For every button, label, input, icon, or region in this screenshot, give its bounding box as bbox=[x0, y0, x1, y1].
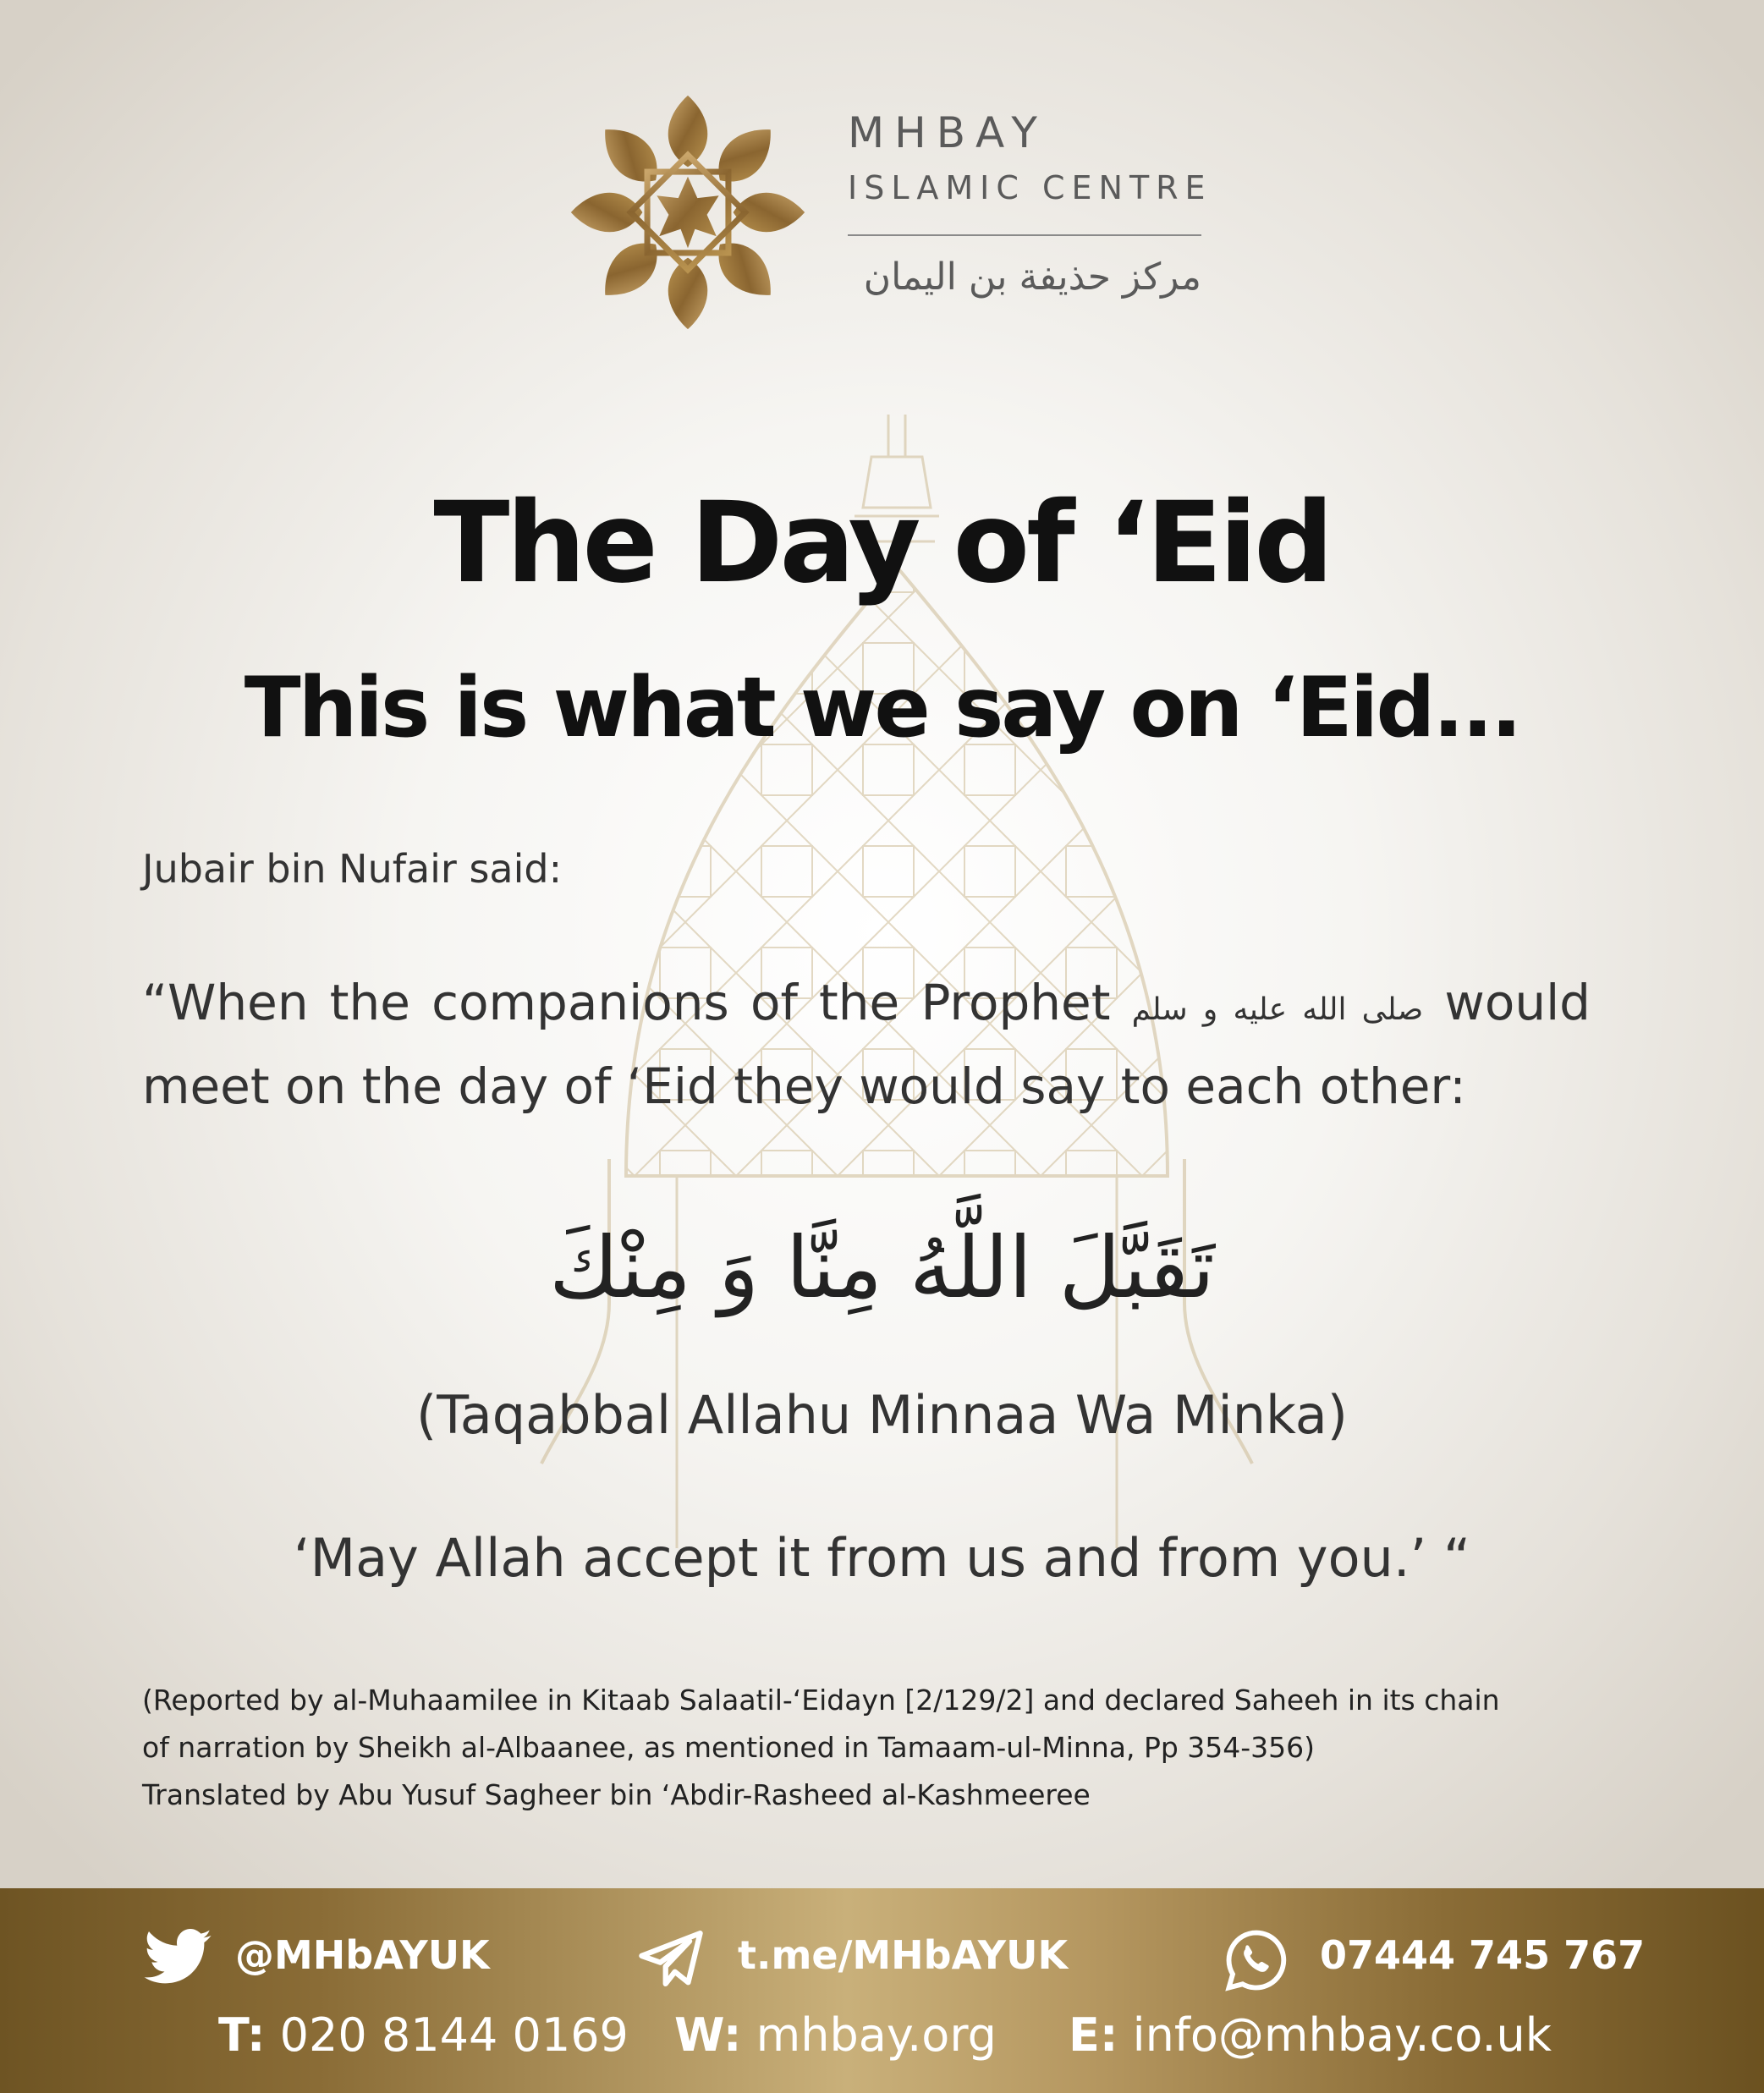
page-subtitle: This is what we say on ‘Eid... bbox=[244, 660, 1520, 756]
brand-subtitle: ISLAMIC CENTRE bbox=[848, 169, 1212, 206]
salawat-text: صلى الله عليه و سلم bbox=[1131, 992, 1424, 1027]
quote-part-2: would meet on the day of ‘Eid they would say to each other: bbox=[142, 974, 1591, 1115]
whatsapp-number[interactable]: 07444 745 767 bbox=[1320, 1932, 1646, 1978]
web-contact[interactable] bbox=[674, 2008, 997, 2062]
twitter-bird-icon[interactable] bbox=[144, 1929, 212, 1985]
brand-divider bbox=[848, 234, 1201, 236]
contact-footer bbox=[0, 1888, 1764, 2093]
page-title: The Day of ‘Eid bbox=[433, 478, 1331, 608]
brand-arabic-name: مركز حذيفة بن اليمان bbox=[863, 255, 1201, 299]
brand-name: MHBAY bbox=[848, 108, 1047, 157]
transliteration: (Taqabbal Allahu Minnaa Wa Minka) bbox=[416, 1384, 1348, 1446]
web-link[interactable]: mhbay.org bbox=[756, 2008, 997, 2062]
phone-number[interactable]: 020 8144 0169 bbox=[279, 2008, 629, 2062]
telegram-link[interactable]: t.me/MHbAYUK bbox=[738, 1932, 1069, 1978]
phone-label: T: bbox=[218, 2008, 266, 2062]
arabic-phrase: تَقَبَّلَ اللَّهُ مِنَّا وَ مِنْكَ bbox=[549, 1218, 1215, 1317]
english-meaning: ‘May Allah accept it from us and from you.’ “ bbox=[293, 1527, 1471, 1589]
hadith-quote bbox=[142, 964, 1591, 1124]
reference-line-2: of narration by Sheikh al-Albaanee, as mentioned in Tamaam-ul-Minna, Pp 354-356) bbox=[142, 1731, 1316, 1764]
phone-contact[interactable] bbox=[218, 2008, 629, 2062]
reference-line-1: (Reported by al-Muhaamilee in Kitaab Salaatil-‘Eidayn [2/129/2] and declared Saheeh in its chain bbox=[142, 1684, 1500, 1717]
email-contact[interactable] bbox=[1069, 2008, 1552, 2062]
email-label: E: bbox=[1069, 2008, 1118, 2062]
twitter-handle[interactable]: @MHbAYUK bbox=[235, 1932, 490, 1978]
whatsapp-icon[interactable] bbox=[1223, 1927, 1289, 1993]
web-label: W: bbox=[674, 2008, 742, 2062]
narrator-intro: Jubair bin Nufair said: bbox=[142, 846, 563, 892]
reference-block bbox=[142, 1677, 1597, 1819]
telegram-plane-icon[interactable] bbox=[639, 1931, 703, 1986]
email-address[interactable]: info@mhbay.co.uk bbox=[1132, 2008, 1552, 2062]
mhbay-logo-icon bbox=[569, 93, 807, 332]
translator-credit: Translated by Abu Yusuf Sagheer bin ‘Abdir-Rasheed al-Kashmeeree bbox=[142, 1778, 1091, 1811]
quote-part-1: “When the companions of the Prophet bbox=[142, 974, 1111, 1031]
